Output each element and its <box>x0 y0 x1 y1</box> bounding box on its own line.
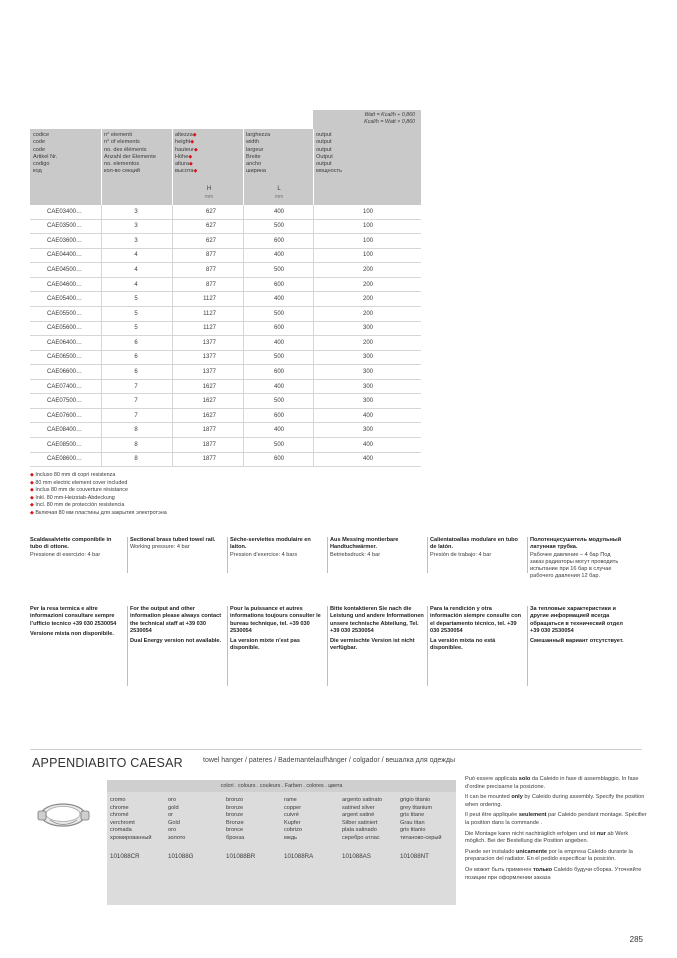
cell-elements: 7 <box>134 383 138 390</box>
header-output: output output output Output output мощность <box>316 132 343 175</box>
cell-output: 300 <box>362 325 373 332</box>
description-title: Полотенцесушитель модульный латунная трубка. <box>530 537 622 551</box>
cell-width: 600 <box>273 281 284 288</box>
finish-name: argento satinato <box>342 797 383 803</box>
header-width: larghezza width largeur Breite ancho ширина <box>246 132 271 175</box>
colours-label: colori . colours . couleurs . Farben . colores . цвета <box>107 780 456 792</box>
cell-code: CAE08600… <box>47 456 83 463</box>
watt-formula-header <box>313 110 421 129</box>
red-diamond-icon: ◆ <box>192 132 197 138</box>
red-diamond-icon: ◆ <box>190 139 195 146</box>
finish-name: or <box>168 812 173 819</box>
cell-output: 300 <box>362 368 373 375</box>
cell-width: 500 <box>273 223 284 230</box>
cell-height: 1127 <box>203 325 216 332</box>
table-row <box>30 292 421 307</box>
mounting-note: Può essere applicata solo da Caleido in fase di assemblaggio. In fase d’ordine precisarne la posizione. <box>465 776 639 790</box>
cell-height: 1627 <box>202 383 216 390</box>
finish-name: cuivré <box>284 812 299 819</box>
table-row <box>30 380 421 395</box>
description-column <box>130 537 224 552</box>
finish-code: 101088G <box>168 852 194 860</box>
red-diamond-icon: ◆ <box>189 161 193 168</box>
red-diamond-icon: ◆ <box>30 502 34 509</box>
table-row <box>30 220 421 235</box>
finish-name: plata satinado <box>342 827 377 834</box>
finish-name: bronze <box>226 812 244 819</box>
table-row <box>30 453 421 468</box>
finish-name: серебро атлас <box>342 834 380 841</box>
contact-block <box>30 606 642 686</box>
table-row <box>30 307 421 322</box>
finish-column <box>226 797 282 860</box>
cell-elements: 6 <box>134 368 138 375</box>
finish-name: satined silver <box>342 804 375 811</box>
cell-output: 200 <box>362 296 373 303</box>
finish-code: 101088AS <box>342 852 371 860</box>
cell-height: 1127 <box>203 310 216 317</box>
description-column <box>330 537 424 559</box>
finish-code: 101088RA <box>284 852 314 860</box>
cell-width: 600 <box>273 325 284 332</box>
table-row <box>30 249 421 264</box>
finish-code: 101088CR <box>110 852 140 860</box>
description-column <box>430 537 524 559</box>
cell-height: 627 <box>205 223 216 230</box>
red-diamond-icon: ◆ <box>188 153 193 160</box>
description-title: Sèche-serviettes modulaire en laiton. <box>230 537 311 551</box>
cell-width: 400 <box>273 339 284 346</box>
cell-height: 627 <box>205 237 216 244</box>
table-row <box>30 263 421 278</box>
finish-column <box>400 797 456 860</box>
cell-elements: 4 <box>134 252 138 259</box>
table-row <box>30 351 421 366</box>
availability-note: La versión mixta no está disponiblee. <box>430 638 496 652</box>
finish-name: argent satiné <box>342 812 375 819</box>
cell-elements: 5 <box>134 325 138 332</box>
cell-code: CAE04600… <box>47 281 83 288</box>
cell-elements: 8 <box>134 427 138 434</box>
finish-name: Gold <box>168 819 180 826</box>
finish-name: verchromt <box>110 819 135 826</box>
availability-note: Смешанный вариант отсутствует. <box>530 638 624 645</box>
cell-elements: 3 <box>134 208 138 215</box>
cell-width: 400 <box>273 252 284 259</box>
table-row <box>30 205 421 220</box>
cell-code: CAE05500… <box>47 310 83 317</box>
cell-output: 400 <box>362 441 373 448</box>
mounting-note: Puede ser instalado unicamente por la empresa Caleido durante la preparacion del radiator. En el pedido especificar la posición. <box>465 848 633 863</box>
cell-output: 200 <box>362 281 373 288</box>
finish-name: золото <box>168 834 186 841</box>
cell-width: 400 <box>273 383 284 390</box>
cell-code: CAE03500… <box>47 223 83 230</box>
cell-output: 200 <box>362 339 373 346</box>
table-row <box>30 322 421 337</box>
finish-name: бронза <box>226 834 245 841</box>
cell-elements: 5 <box>134 296 138 303</box>
cell-code: CAE07400… <box>47 383 83 390</box>
cell-code: CAE07500… <box>47 398 83 405</box>
cell-height: 627 <box>205 208 216 215</box>
table-row <box>30 394 421 409</box>
cell-width: 500 <box>273 310 284 317</box>
header-height: altezza◆ height◆ hauteur◆ Höhe◆ altura◆ высота◆ <box>175 132 198 175</box>
cell-elements: 7 <box>134 412 138 419</box>
watt-formula-line: Kcal/h = Watt × 0,860 <box>364 119 415 125</box>
contact-column <box>530 606 624 645</box>
cell-height: 1877 <box>202 456 216 463</box>
description-text: Betriebsdruck: 4 bar <box>330 551 381 558</box>
cell-output: 300 <box>362 383 373 390</box>
finish-name: bronce <box>226 827 244 834</box>
table-row <box>30 423 421 438</box>
finish-name: oro <box>168 827 177 834</box>
red-diamond-icon: ◆ <box>30 494 34 501</box>
cell-code: CAE06400… <box>47 339 83 346</box>
cell-code: CAE03400… <box>47 208 83 215</box>
finish-name: Grau titan <box>400 819 425 826</box>
description-text: Pression d’exercice: 4 bars <box>230 551 298 558</box>
finish-options <box>107 792 456 905</box>
contact-column <box>230 606 324 653</box>
description-title: Calientatoallas modulare en tubo de latón. <box>430 537 518 551</box>
finish-name: gris titane <box>400 812 425 819</box>
finish-name: gold <box>168 804 179 811</box>
cell-output: 100 <box>362 252 373 259</box>
description-column <box>530 537 624 581</box>
cell-output: 300 <box>362 427 373 434</box>
contact-column <box>430 606 524 653</box>
finish-name: chromé <box>110 812 129 819</box>
cell-output: 100 <box>362 223 373 230</box>
description-block <box>30 537 642 580</box>
width-unit: mm <box>274 194 284 200</box>
finish-column <box>168 797 224 860</box>
finish-column <box>284 797 340 860</box>
cell-width: 500 <box>273 354 284 361</box>
finish-name: oro <box>168 797 177 803</box>
availability-note: Die vermischte Version ist nicht verfügbar. <box>330 638 415 652</box>
table-row <box>30 278 421 293</box>
finish-name: Bronze <box>226 819 244 826</box>
contact-text: Per la resa termica e altre informazioni consultare sempre l’ufficio tecnico +39 030 2530054 <box>30 606 117 627</box>
description-title: Sectional brass tubed towel rail. <box>130 537 216 543</box>
table-row <box>30 409 421 424</box>
cell-width: 600 <box>273 237 284 244</box>
finish-name: gris titanio <box>400 827 426 834</box>
finish-name: bronzo <box>226 797 244 803</box>
description-column <box>30 537 124 559</box>
red-diamond-icon: ◆ <box>193 146 198 153</box>
finish-name: copper <box>284 804 302 811</box>
cell-width: 600 <box>273 456 284 463</box>
finish-column <box>110 797 166 860</box>
cell-height: 1627 <box>202 412 216 419</box>
cell-width: 600 <box>273 412 284 419</box>
table-row <box>30 234 421 249</box>
description-title: Aus Messing montierbare Handtuchwärmer. <box>330 537 399 551</box>
cell-elements: 3 <box>134 237 138 244</box>
cell-output: 100 <box>362 237 373 244</box>
cell-code: CAE07600… <box>47 412 83 419</box>
watt-formula-line: Watt = Kcal/h ÷ 0,860 <box>364 112 415 118</box>
cell-elements: 7 <box>134 398 138 405</box>
note-line: Incl. 80 mm de protección resistencia <box>35 502 125 509</box>
mounting-note: Il peut être appliquée seulement par Caleido pendant montage. Spécifier la position dans la commande . <box>465 812 647 826</box>
contact-column <box>330 606 424 653</box>
contact-text: For the output and other information please always contact the technical staff at +39 030 2530054 <box>130 606 222 634</box>
cell-elements: 8 <box>134 441 138 448</box>
table-row <box>30 336 421 351</box>
finish-name: cromo <box>110 797 126 803</box>
width-letter: L <box>277 186 281 192</box>
finish-name: rame <box>284 797 297 803</box>
finish-name: титаново-серый <box>400 834 442 841</box>
finish-name: bronze <box>226 804 244 811</box>
description-text: Working pressure: 4 bar <box>130 544 190 551</box>
cell-height: 1877 <box>202 427 216 434</box>
contact-text: Para la rendición y otra información siempre consulte con el departamento técnico, tel. +39 030 2530054 <box>430 606 522 634</box>
finish-name: grigio titanio <box>400 797 431 803</box>
finish-name: grey titanium <box>400 804 433 811</box>
cell-elements: 6 <box>134 339 138 346</box>
mounting-note: It can be mounted only by Caleido during assembly. Specify the position when ordering. <box>465 794 645 808</box>
note-line: Включая 80 мм пластины для закрытия электротэна <box>35 509 167 516</box>
cell-width: 500 <box>273 441 284 448</box>
cell-code: CAE04400… <box>47 252 83 259</box>
cell-height: 877 <box>205 281 216 288</box>
page-number: 285 <box>629 935 643 944</box>
cell-elements: 4 <box>134 267 138 274</box>
mounting-note: Он может быть применен только Caleido будучи сборка. Уточняйте позиции при оформлении заказа <box>465 866 642 881</box>
cell-code: CAE04500… <box>47 267 83 274</box>
height-unit: mm <box>204 194 214 200</box>
red-diamond-icon: ◆ <box>30 472 34 478</box>
cell-width: 400 <box>273 208 284 215</box>
cell-output: 100 <box>362 208 373 215</box>
finish-name: Silber satiniert <box>342 819 378 826</box>
section-divider <box>30 749 642 750</box>
cell-code: CAE05400… <box>47 296 83 303</box>
cell-code: CAE03600… <box>47 237 83 244</box>
red-diamond-icon: ◆ <box>30 479 34 486</box>
cell-elements: 5 <box>134 310 138 317</box>
element-cover-notes <box>30 472 167 518</box>
cell-height: 1627 <box>202 398 216 405</box>
finish-name: chrome <box>110 804 129 811</box>
mounting-note: Die Montage kann nicht nachträglich erfolgen und ist nur ab Werk möglich. Bei der Bestellung die Position angeben. <box>465 830 629 845</box>
finish-name: Kupfer <box>284 819 301 826</box>
radiator-table-body <box>30 205 421 467</box>
finish-name: медь <box>284 834 298 841</box>
description-text: Presión de trabajo: 4 bar <box>430 551 492 558</box>
finish-code: 101088BR <box>226 852 256 860</box>
cell-width: 600 <box>273 368 284 375</box>
finish-column <box>342 797 398 860</box>
cell-height: 1377 <box>202 368 216 375</box>
contact-text: Pour la puissance et autres informations toujours consulter le bureau technique, tel. +39 030 2530054 <box>230 606 321 634</box>
cell-height: 877 <box>205 267 216 274</box>
cell-output: 200 <box>362 310 373 317</box>
availability-note: La version mixte n’est pas disponible. <box>230 638 300 652</box>
cell-height: 1377 <box>202 339 216 346</box>
cell-height: 1127 <box>203 296 216 303</box>
cell-code: CAE06600… <box>47 368 83 375</box>
height-letter: H <box>206 186 212 192</box>
header-code: codice code code Artikel Nr. codigo код <box>33 132 58 175</box>
header-elements: n° elementi n° of elements no. des éléments Anzahl der Elemente no. elementos кол-во секций <box>104 132 156 175</box>
red-diamond-icon: ◆ <box>30 487 34 494</box>
contact-text: Bitte kontaktieren Sie nach die Leistung und andere Informationen unsere technische Abteilung, Tel. +39 030 2530054 <box>330 606 424 634</box>
cell-height: 1877 <box>202 441 216 448</box>
finish-code: 101088NT <box>400 852 429 860</box>
cell-height: 877 <box>205 252 216 259</box>
table-row <box>30 365 421 380</box>
note-line: 80 mm electric element cover included <box>35 479 128 486</box>
section-subtitle: towel hanger / pateres / Bademantelaufhänger / colgador / вешалка для одежды <box>203 757 456 764</box>
finish-name: хромированный <box>110 834 152 841</box>
cell-output: 300 <box>362 354 373 361</box>
cell-elements: 8 <box>134 456 138 463</box>
cell-elements: 6 <box>134 354 138 361</box>
section-title: APPENDIABITO CAESAR <box>32 756 183 770</box>
contact-text: За тепловые характеристики и другие информацией всегда обращаться в технический отдел +39 030 2530054 <box>530 606 623 634</box>
cell-elements: 3 <box>134 223 138 230</box>
contact-column <box>30 606 124 638</box>
cell-code: CAE06500… <box>47 354 83 361</box>
cell-code: CAE05600… <box>47 325 83 332</box>
cell-output: 400 <box>362 456 373 463</box>
cell-output: 300 <box>362 398 373 405</box>
note-line: Incluso 80 mm di copri resistenza <box>35 472 116 478</box>
cell-width: 400 <box>273 296 284 303</box>
red-diamond-icon: ◆ <box>30 509 34 516</box>
note-line: Inkl. 80 mm-Heizstab-Abdeckung <box>35 494 115 501</box>
finish-name: cobrizo <box>284 827 303 834</box>
cell-code: CAE08500… <box>47 441 83 448</box>
towel-hanger-image <box>30 793 100 833</box>
cell-code: CAE08400… <box>47 427 83 434</box>
cell-elements: 4 <box>134 281 138 288</box>
note-line: Inclus 80 mm de couverture résistance <box>35 487 128 494</box>
description-text: Pressione di esercizio: 4 bar <box>30 551 101 558</box>
table-header <box>30 129 421 205</box>
finish-name: cromada <box>110 827 132 834</box>
description-title: Scaldasalviette componibile in tubo di ottone. <box>30 537 112 551</box>
availability-note: Dual Energy version not available. <box>130 638 222 645</box>
cell-output: 200 <box>362 267 373 274</box>
cell-width: 500 <box>273 267 284 274</box>
cell-height: 1377 <box>202 354 216 361</box>
availability-note: Versione mista non disponibile. <box>30 630 114 637</box>
contact-column <box>130 606 224 645</box>
cell-width: 500 <box>273 398 284 405</box>
table-row <box>30 438 421 453</box>
cell-width: 400 <box>273 427 284 434</box>
description-column <box>230 537 324 559</box>
red-diamond-icon: ◆ <box>193 168 198 175</box>
description-text: Рабочее давление – 4 бар Под заказ радиаторы могут проводить испытание при 16 бар в случае рабочего давления 12 бар. <box>530 551 619 580</box>
cell-output: 400 <box>362 412 373 419</box>
mounting-notes <box>465 776 650 885</box>
